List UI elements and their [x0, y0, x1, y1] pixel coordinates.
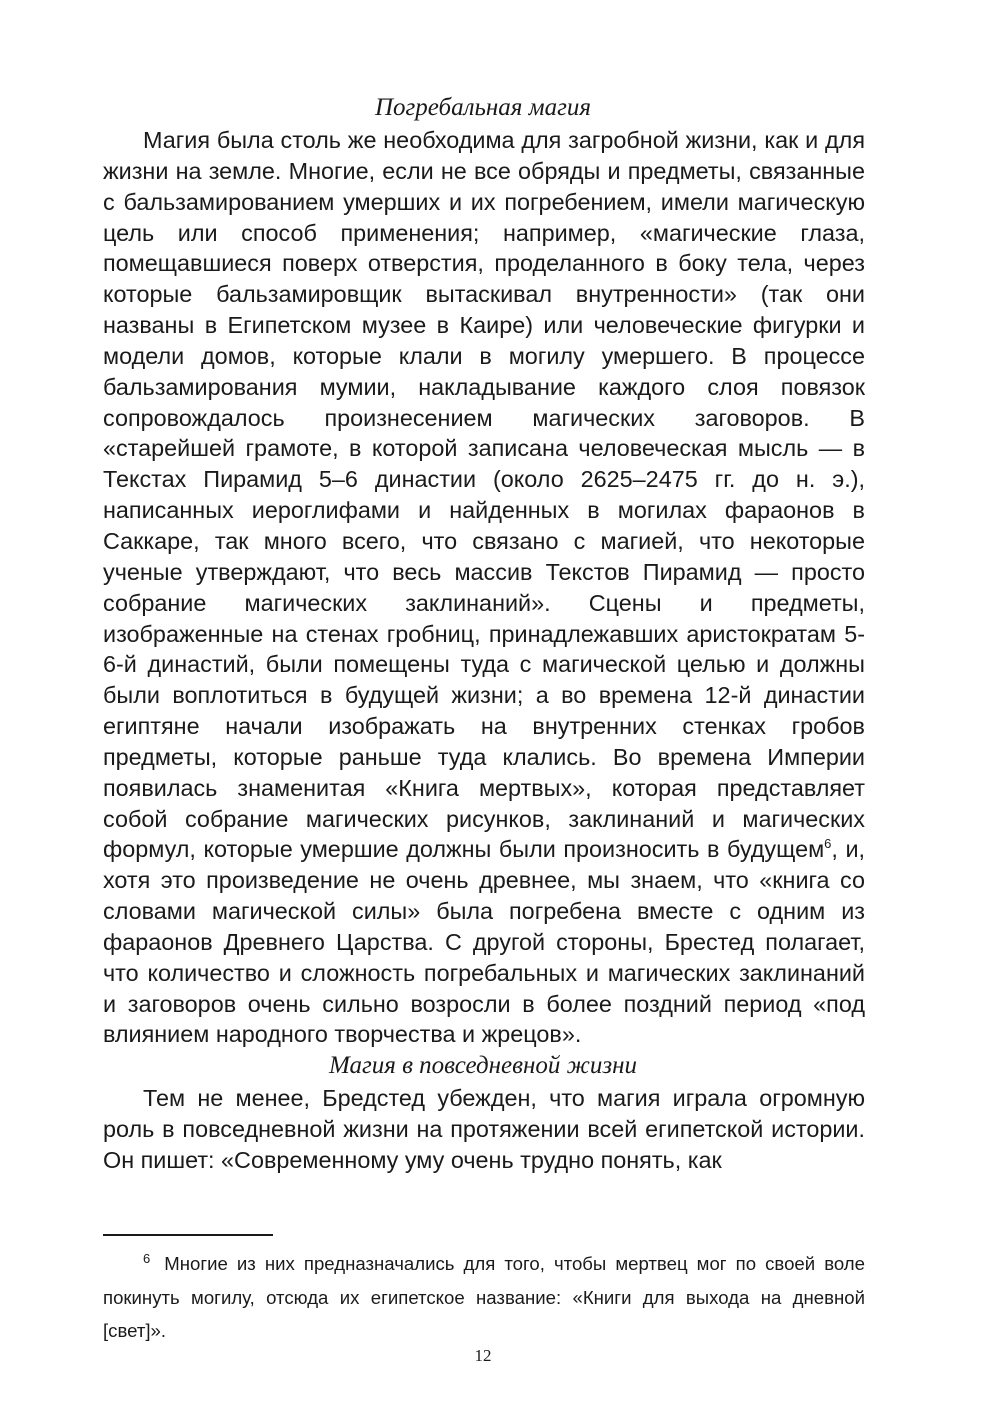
paragraph-text: Магия была столь же необходима для загробной жизни, как и для жизни на земле. Многие, если не все обряды и предметы, связанные с бальзамированием умерших и их погребением, имели магическую цель или способ применения; например, «магические глаза, помещавшиеся поверх отверстия, проделанного в боку тела, через которые бальзамировщик вытаскивал внутренности» (так они названы в Египетском музее в Каире) или человеческие фигурки и модели домов, которые клали в могилу умершего. В процессе бальзамирования мумии, накладывание каждого слоя повязок сопровождалось произнесением магических заговоров. В «старейшей грамоте, в которой записана человеческая мысль — в Текстах Пирамид 5–6 династии (около 2625–2475 гг. до н. э.), написанных иероглифами и найденных в могилах фараонов в Саккаре, так много всего, что связано с магией, что некоторые ученые утверждают, что весь массив Текстов Пирамид — просто собрание магических заклинаний». Сцены и предметы, изображенные на стенах гробниц, принадлежавших аристократам 5-6-й династий, были помещены туда с магической целью и должны были воплотиться в будущей жизни; а во времена 12-й династии египтяне начали изображать на внутренних стенках гробов предметы, которые раньше туда клались. Во времена Империи появилась знаменитая «Книга мертвых», которая представляет собой собрание магических рисунков, заклинаний и магических формул, которые умершие должны были произносить в будущем — [103, 127, 865, 863]
page-number: 12 — [474, 1346, 492, 1365]
footnote-text: Многие из них предназначались для того, чтобы мертвец мог по своей воле покинуть могилу, отсюда их египетское название: «Книги для выхода на дневной [свет]». — [103, 1253, 865, 1341]
paragraph-everyday-magic: Тем не менее, Бредстед убежден, что магия играла огромную роль в повседневной жизни на протяжении всей египетской истории. Он пишет: «Современному уму очень трудно понять, как — [103, 1085, 865, 1173]
footnote-reference[interactable]: 6 — [824, 836, 832, 852]
footnote-number: 6 — [143, 1250, 151, 1266]
footnote — [103, 1247, 865, 1348]
paragraph-text-continued: , и, хотя это произведение не очень древнее, мы знаем, что «книга со словами магической силы» была погребена вместе с одним из фараонов Древнего Царства. С другой стороны, Брестед полагает, что количество и сложность погребальных и магических заклинаний и заговоров очень сильно возросли в более поздний период «под влиянием народного творчества и жрецов». — [103, 836, 866, 1048]
section-heading-everyday-magic: Магия в повседневной жизни — [328, 1052, 638, 1079]
footnote-divider — [103, 1234, 273, 1236]
paragraph-funeral-magic — [103, 125, 865, 1050]
section-heading-funeral-magic: Погребальная магия — [374, 94, 592, 121]
